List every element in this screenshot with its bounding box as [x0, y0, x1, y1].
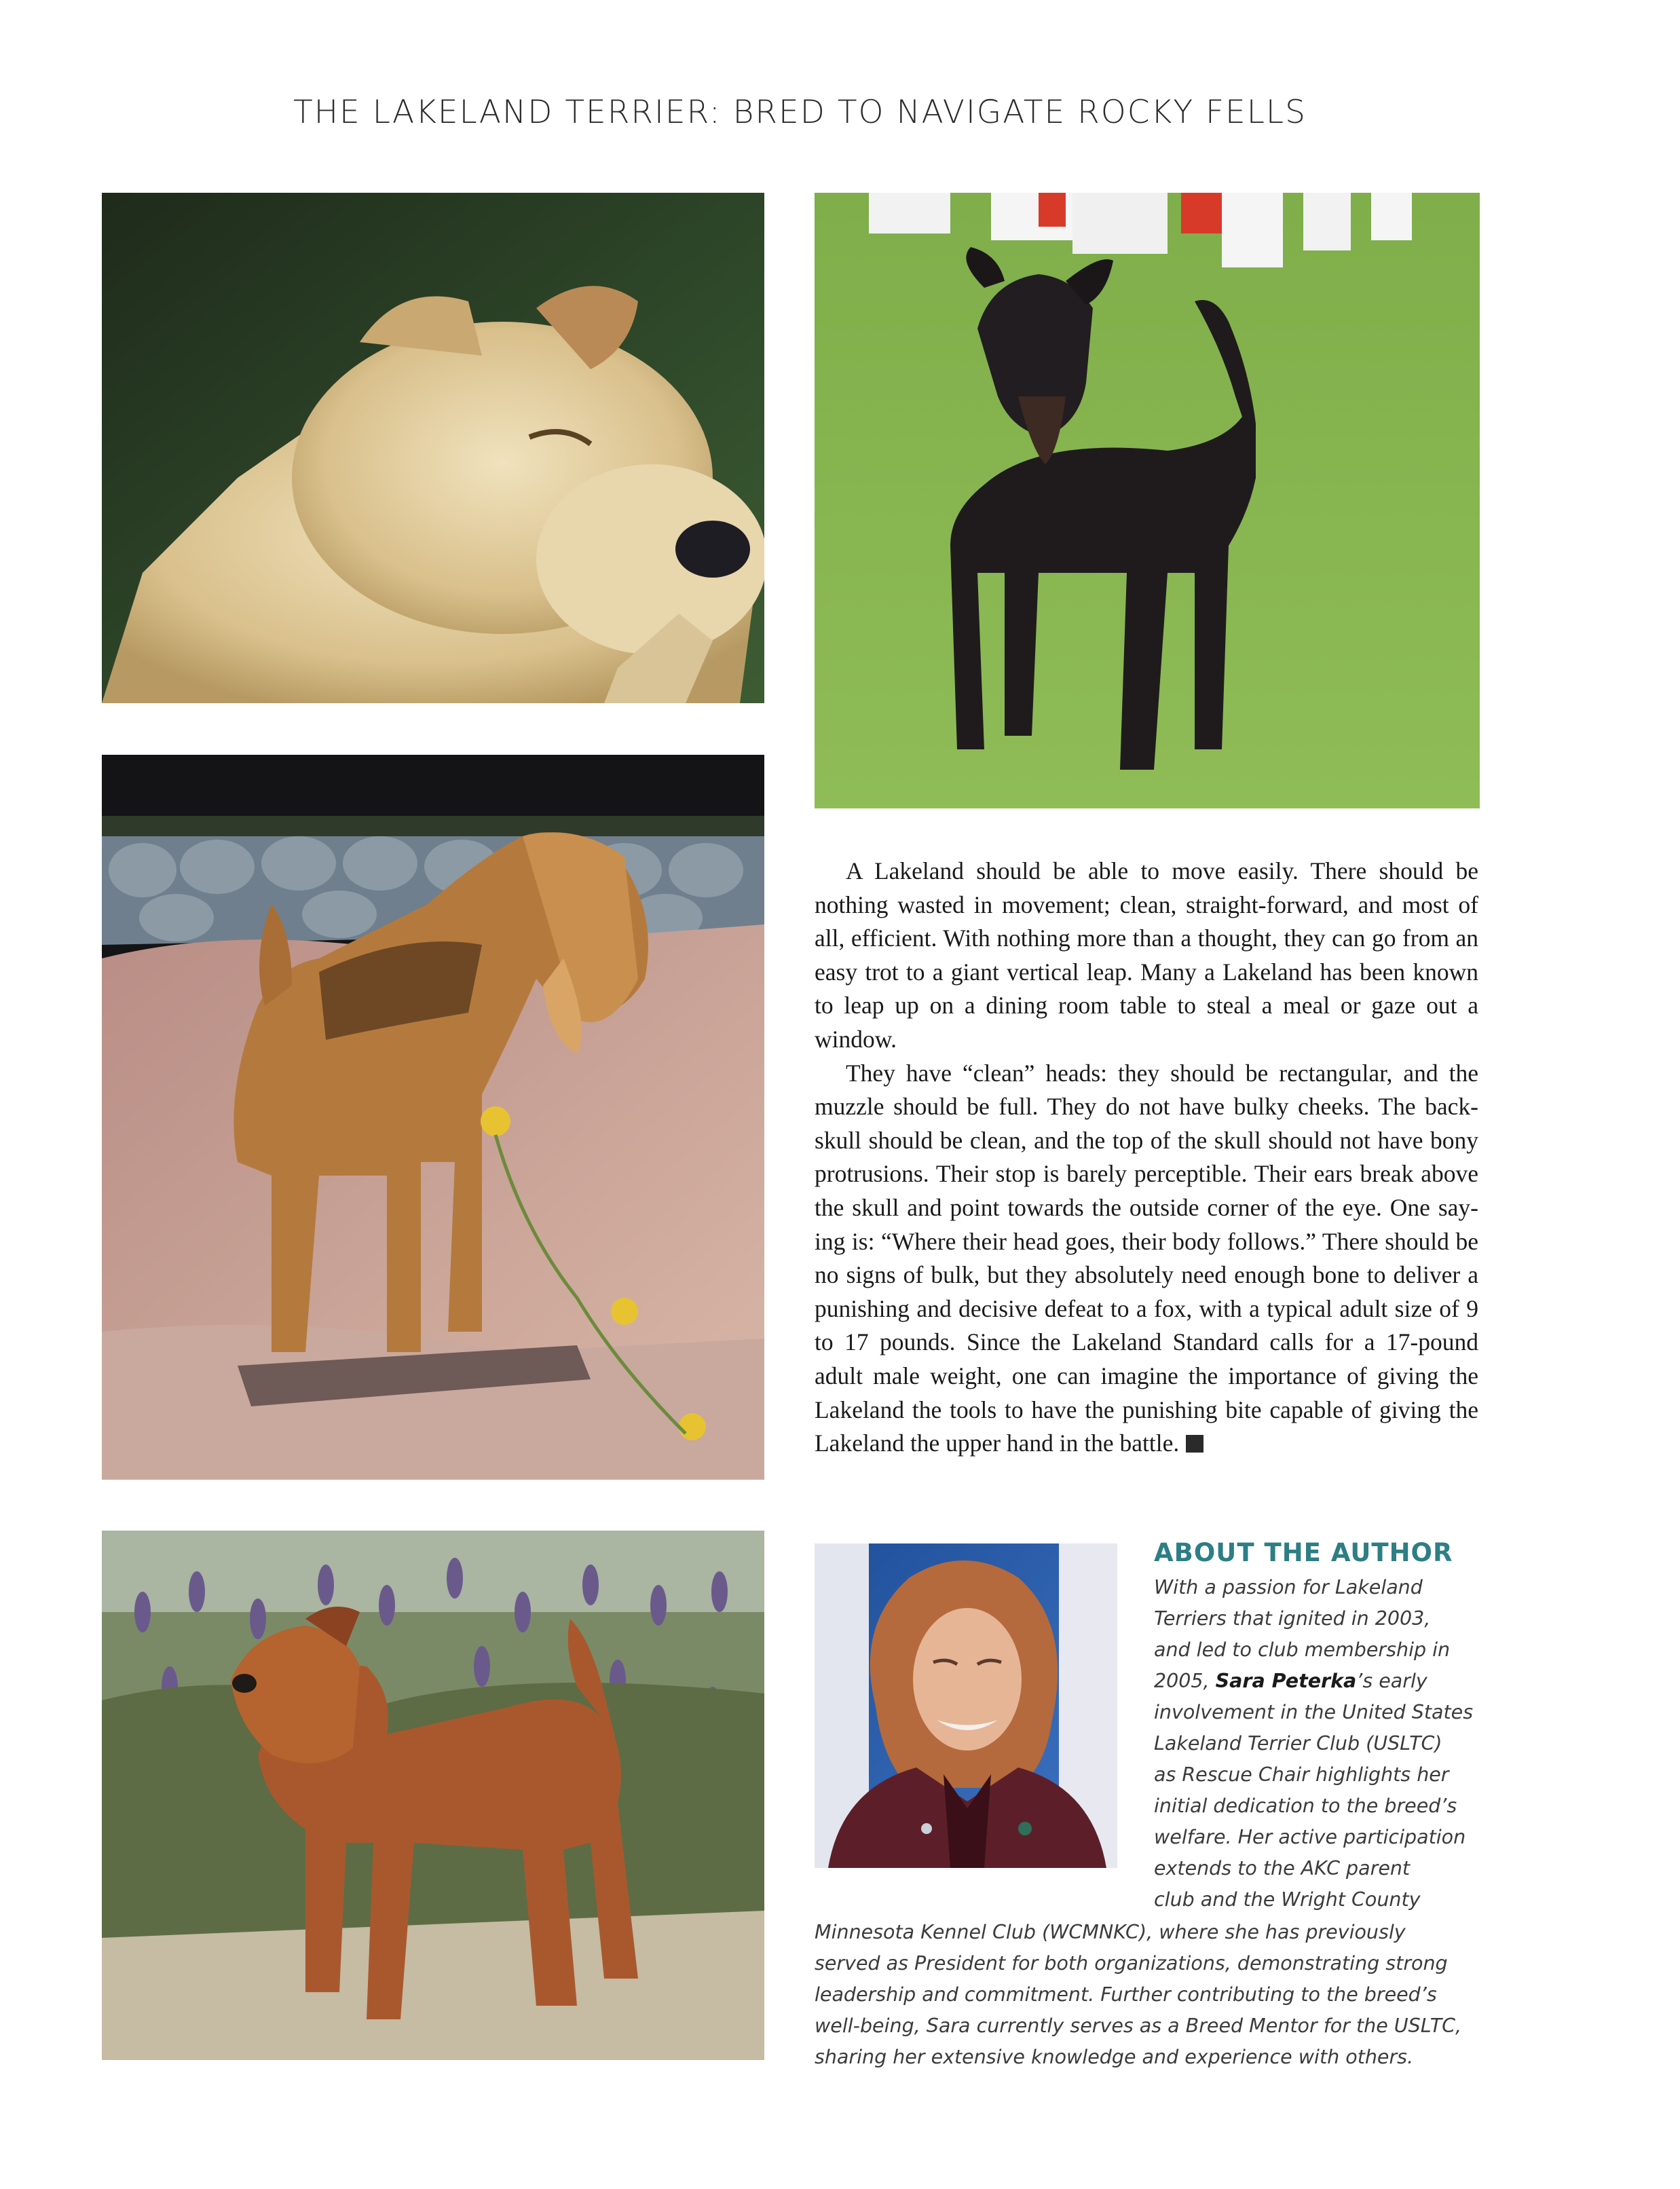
author-bio-bottom: [815, 1917, 1480, 2073]
bio-line: club and the Wright County: [1154, 1888, 1421, 1911]
article-paragraph-1: A Lakeland should be able to move easily. There should be nothing wasted in movement; clean, straight-forward, and most of all, efficient. With nothing more than a thought, they can go from an easy trot to a giant vertical leap. Many a Lakeland has been known to leap up on a dining room table to steal a meal or gaze out a window.: [815, 857, 1478, 1053]
author-bio-top: [1154, 1572, 1473, 1915]
photo-wheaten-lakeland-head: [102, 193, 764, 703]
bio-line: Lakeland Terrier Club (USLTC): [1154, 1732, 1442, 1755]
bio-line: as Rescue Chair highlights her: [1154, 1763, 1449, 1786]
article-paragraph-2-text: They have “clean” heads: they should be rectangular, and the muzzle should be full. They do not have bulky cheeks. The back-skull should be clean, and the top of the skull should not have bony protrusions. Their stop is barely perceptible. Their ears break above the skull and point towards the outside corner of the eye. One say-ing is: “Where their head goes, their body follows.” There should be no signs of bulk, but they absolutely need enough bone to deliver a punishing and decisive defeat to a fox, with a typical adult size of 9 to 17 pounds. Since the Lakeland Standard calls for a 17-pound adult male weight, one can imagine the importance of giving the Lakeland the tools to have the punishing bite capable of giving the Lakeland the upper hand in the battle.: [815, 1059, 1478, 1457]
photo-lakeland-in-lavender: [102, 1531, 764, 2060]
bio-name-prefix: 2005,: [1154, 1670, 1216, 1692]
about-author-heading: ABOUT THE AUTHOR: [1154, 1538, 1453, 1567]
bio-line: With a passion for Lakeland: [1154, 1576, 1423, 1598]
bio-line: Terriers that ignited in 2003,: [1154, 1607, 1431, 1630]
bio-line: initial dedication to the breed’s: [1154, 1795, 1457, 1817]
author-photo: [815, 1543, 1117, 1868]
photo-lakeland-on-rocks: [102, 755, 764, 1480]
author-name: Sara Peterka: [1215, 1670, 1357, 1692]
article-paragraph-2: [815, 1057, 1478, 1461]
bio-name-suffix: ’s early: [1356, 1670, 1427, 1692]
bio-line: Minnesota Kennel Club (WCMNKC), where she has previously: [815, 1921, 1406, 1943]
bio-line: extends to the AKC parent: [1154, 1857, 1411, 1879]
bio-line: welfare. Her active participation: [1154, 1826, 1466, 1848]
page-title: THE LAKELAND TERRIER: BRED TO NAVIGATE ROCKY FELLS: [293, 94, 1307, 131]
article-body: [815, 855, 1478, 1461]
bio-line: well-being, Sara currently serves as a Breed Mentor for the USLTC,: [815, 2015, 1462, 2037]
bio-line: involvement in the United States: [1154, 1701, 1474, 1723]
bio-line-with-name: [1154, 1666, 1473, 1697]
bio-line: leadership and commitment. Further contributing to the breed’s: [815, 1983, 1437, 2006]
bio-line: and led to club membership in: [1154, 1639, 1451, 1661]
end-of-article-mark: [1186, 1435, 1203, 1453]
bio-line: sharing her extensive knowledge and experience with others.: [815, 2046, 1414, 2068]
photo-black-lakeland-on-grass: [815, 193, 1480, 808]
bio-line: served as President for both organizations, demonstrating strong: [815, 1952, 1448, 1975]
